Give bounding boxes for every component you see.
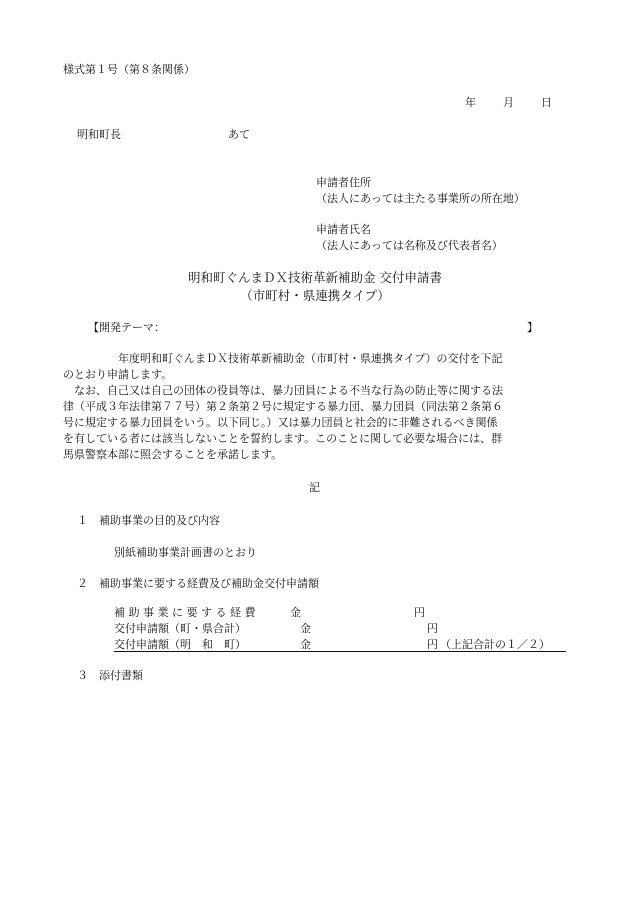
item-3-title: 添付書類 (99, 669, 143, 682)
amount-row-3-label: 交付申請額（明 和 町） (114, 638, 246, 651)
theme-open-bracket: 【開発テーマ： (88, 321, 165, 334)
paragraph-2-line-3: 号に規定する暴力団員をいう。以下同じ。）又は暴力団員と社会的に非難されるべき関係 (63, 416, 498, 429)
document-subtitle: （市町村・県連携タイプ） (240, 288, 390, 303)
amount-row-1-kin: 金 (290, 606, 301, 619)
applicant-address-label: 申請者住所 (316, 176, 371, 189)
ki-heading: 記 (309, 481, 320, 494)
paragraph-2-line-1: なお、自己又は自己の団体の役員等は、暴力団員による不当な行為の防止等に関する法 (74, 384, 503, 397)
amount-row-3-note: （上記合計の１／２） (440, 638, 550, 651)
amount-row-1-label: 補 助 事 業 に 要 す る 経 費 (114, 606, 256, 619)
theme-close-bracket: 】 (527, 321, 538, 334)
date-day-label: 日 (541, 96, 552, 109)
amount-row-3-underline (114, 651, 566, 652)
amount-row-3-yen: 円 (427, 638, 438, 651)
amount-row-3-kin: 金 (300, 638, 311, 651)
amount-row-2-label: 交付申請額（町・県合計） (114, 622, 246, 635)
paragraph-1-line-1: 年度明和町ぐんまＤＸ技術革新補助金（市町村・県連携タイプ）の交付を下記 (118, 352, 503, 365)
document-title: 明和町ぐんまＤＸ技術革新補助金 交付申請書 (188, 270, 442, 285)
form-number: 様式第１号（第８条関係） (63, 63, 195, 76)
date-month-label: 月 (503, 96, 514, 109)
addressee-name: 明和町長 (77, 128, 121, 141)
paragraph-2-line-4: を有している者には該当しないことを誓約します。このことに関して必要な場合には、群 (63, 432, 503, 445)
applicant-name-note: （法人にあっては名称及び代表者名） (316, 239, 503, 252)
amount-row-1-yen: 円 (414, 606, 425, 619)
item-3-number: ３ (77, 669, 88, 682)
applicant-address-note: （法人にあっては主たる事業所の所在地） (316, 192, 525, 205)
paragraph-2-line-2: 律（平成３年法律第７７号）第２条第２号に規定する暴力団、暴力団員（同法第２条第６ (63, 400, 503, 413)
item-2-title: 補助事業に要する経費及び補助金交付申請額 (99, 577, 319, 590)
item-1-number: １ (77, 514, 88, 527)
item-1-title: 補助事業の目的及び内容 (99, 514, 220, 527)
addressee-suffix: あて (228, 128, 250, 141)
paragraph-1-line-2: のとおり申請します。 (63, 368, 173, 381)
amount-row-2-yen: 円 (427, 622, 438, 635)
paragraph-2-line-5: 馬県警察本部に照会することを承諾します。 (63, 448, 283, 461)
item-2-number: ２ (77, 577, 88, 590)
item-1-content: 別紙補助事業計画書のとおり (114, 546, 257, 559)
amount-row-2-kin: 金 (300, 622, 311, 635)
date-year-label: 年 (465, 96, 476, 109)
applicant-name-label: 申請者氏名 (316, 223, 371, 236)
